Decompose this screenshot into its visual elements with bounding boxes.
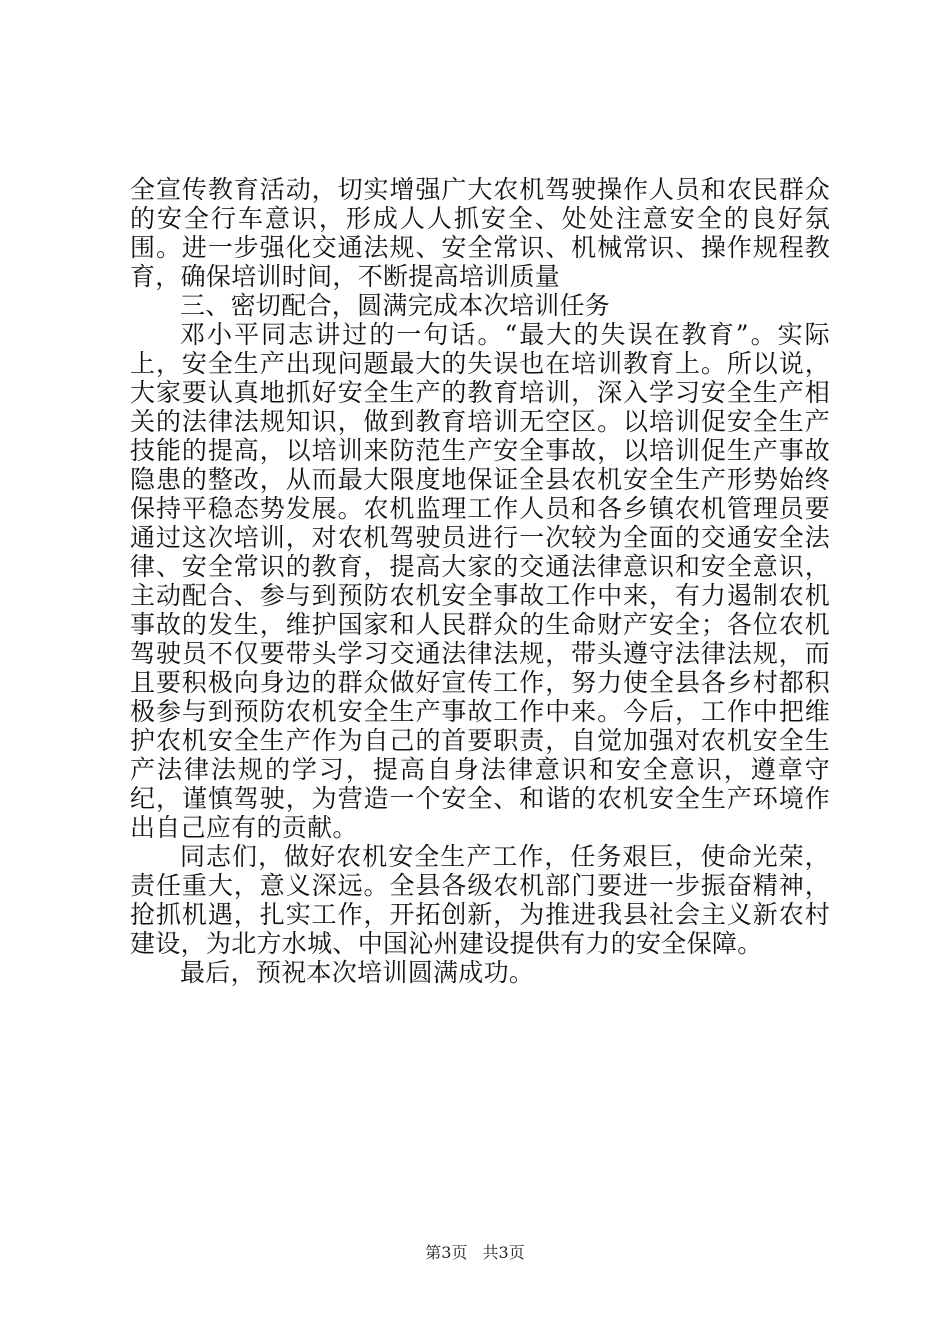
paragraph-main: 邓小平同志讲过的一句话。“最大的失误在教育”。实际上，安全生产出现问题最大的失误也在培训教育上。所以说，大家要认真地抓好安全生产的教育培训，深入学习安全生产相关的法律法规知识，做到教育培训无空区。以培训促安全生产技能的提高，以培训来防范生产安全事故，以培训促生产事故隐患的整改，从而最大限度地保证全县农机安全生产形势始终保持平稳态势发展。农机监理工作人员和各乡镇农机管理员要通过这次培训，对农机驾驶员进行一次较为全面的交通安全法律、安全常识的教育，提高大家的交通法律意识和安全意识，主动配合、参与到预防农机安全事故工作中来，有力遏制农机事故的发生，维护国家和人民群众的生命财产安全；各位农机驾驶员不仅要带头学习交通法律法规，带头遵守法律法规，而且要积极向身边的群众做好宣传工作，努力使全县各乡村都积极参与到预防农机安全生产事故工作中来。今后，工作中把维护农机安全生产作为自己的首要职责，自觉加强对农机安全生产法律法规的学习，提高自身法律意识和安全意识，遵章守纪，谨慎驾驶，为营造一个安全、和谐的农机安全生产环境作出自己应有的贡献。 bbox=[130, 320, 830, 842]
paragraph-closing: 最后，预祝本次培训圆满成功。 bbox=[180, 958, 535, 987]
paragraph-comrades: 同志们，做好农机安全生产工作，任务艰巨，使命光荣，责任重大，意义深远。全县各级农机部门要进一步振奋精神，抢抓机遇，扎实工作，开拓创新，为推进我县社会主义新农村建设，为北方水城、中国沁州建设提供有力的安全保障。 bbox=[130, 842, 830, 958]
section-heading: 三、密切配合，圆满完成本次培训任务 bbox=[180, 291, 611, 320]
document-body bbox=[130, 175, 830, 987]
paragraph-continuation: 全宣传教育活动，切实增强广大农机驾驶操作人员和农民群众的安全行车意识，形成人人抓安全、处处注意安全的良好氛围。进一步强化交通法规、安全常识、机械常识、操作规程教育，确保培训时间，不断提高培训质量 bbox=[130, 175, 830, 291]
page-footer bbox=[0, 1240, 950, 1263]
page-total: 共3页 bbox=[482, 1243, 525, 1262]
page-number: 第3页 bbox=[425, 1243, 468, 1262]
